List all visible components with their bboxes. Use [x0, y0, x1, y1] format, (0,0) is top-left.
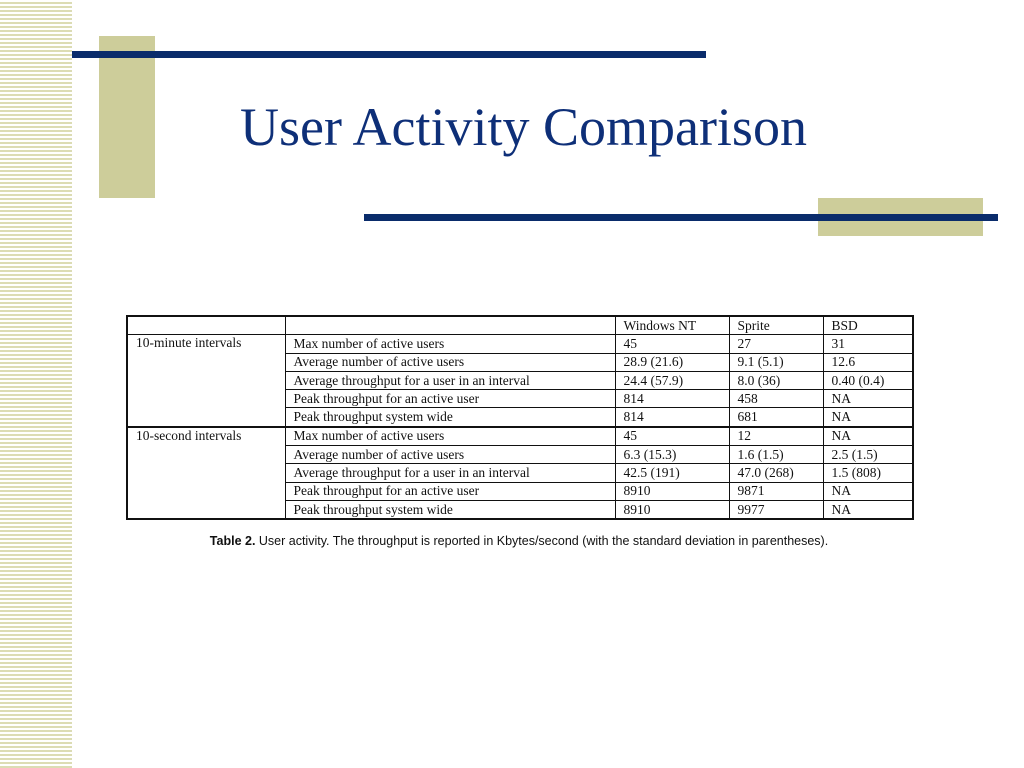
table-container	[126, 315, 912, 520]
bsd-cell: NA	[823, 390, 913, 408]
windows-nt-cell: 814	[615, 390, 729, 408]
table-row	[127, 335, 913, 353]
header-cell-windows-nt: Windows NT	[615, 316, 729, 335]
windows-nt-cell: 45	[615, 427, 729, 446]
windows-nt-cell: 8910	[615, 482, 729, 500]
metric-cell: Average throughput for a user in an interval	[285, 371, 615, 389]
metric-cell: Peak throughput system wide	[285, 500, 615, 519]
table-caption	[126, 534, 912, 548]
sprite-cell: 9871	[729, 482, 823, 500]
bsd-cell: 12.6	[823, 353, 913, 371]
bsd-cell: 2.5 (1.5)	[823, 446, 913, 464]
sprite-cell: 458	[729, 390, 823, 408]
metric-cell: Average number of active users	[285, 446, 615, 464]
caption-text: User activity. The throughput is reported in Kbytes/second (with the standard deviation in parentheses).	[255, 534, 829, 548]
header-cell-bsd: BSD	[823, 316, 913, 335]
top-rule	[72, 51, 706, 58]
header-cell-sprite: Sprite	[729, 316, 823, 335]
user-activity-table	[126, 315, 914, 520]
metric-cell: Average throughput for a user in an interval	[285, 464, 615, 482]
sprite-cell: 12	[729, 427, 823, 446]
bsd-cell: NA	[823, 408, 913, 427]
bsd-cell: NA	[823, 427, 913, 446]
metric-cell: Peak throughput system wide	[285, 408, 615, 427]
slide-title: User Activity Comparison	[240, 97, 807, 157]
sprite-cell: 9.1 (5.1)	[729, 353, 823, 371]
bsd-cell: NA	[823, 500, 913, 519]
group-label-10-second: 10-second intervals	[127, 427, 285, 519]
windows-nt-cell: 42.5 (191)	[615, 464, 729, 482]
metric-cell: Max number of active users	[285, 427, 615, 446]
metric-cell: Peak throughput for an active user	[285, 482, 615, 500]
windows-nt-cell: 28.9 (21.6)	[615, 353, 729, 371]
group-label-10-minute: 10-minute intervals	[127, 335, 285, 427]
metric-cell: Peak throughput for an active user	[285, 390, 615, 408]
header-cell-metric	[285, 316, 615, 335]
bsd-cell: 31	[823, 335, 913, 353]
sprite-cell: 681	[729, 408, 823, 427]
table-header-row	[127, 316, 913, 335]
accent-block-top	[99, 36, 155, 198]
table-row	[127, 427, 913, 446]
metric-cell: Average number of active users	[285, 353, 615, 371]
windows-nt-cell: 6.3 (15.3)	[615, 446, 729, 464]
bsd-cell: NA	[823, 482, 913, 500]
windows-nt-cell: 8910	[615, 500, 729, 519]
caption-label: Table 2.	[209, 534, 256, 548]
sprite-cell: 9977	[729, 500, 823, 519]
windows-nt-cell: 24.4 (57.9)	[615, 371, 729, 389]
metric-cell: Max number of active users	[285, 335, 615, 353]
decorative-stripes	[0, 0, 72, 768]
sprite-cell: 27	[729, 335, 823, 353]
sprite-cell: 8.0 (36)	[729, 371, 823, 389]
sprite-cell: 1.6 (1.5)	[729, 446, 823, 464]
bottom-rule	[364, 214, 998, 221]
bsd-cell: 0.40 (0.4)	[823, 371, 913, 389]
windows-nt-cell: 814	[615, 408, 729, 427]
windows-nt-cell: 45	[615, 335, 729, 353]
header-cell-group	[127, 316, 285, 335]
sprite-cell: 47.0 (268)	[729, 464, 823, 482]
bsd-cell: 1.5 (808)	[823, 464, 913, 482]
